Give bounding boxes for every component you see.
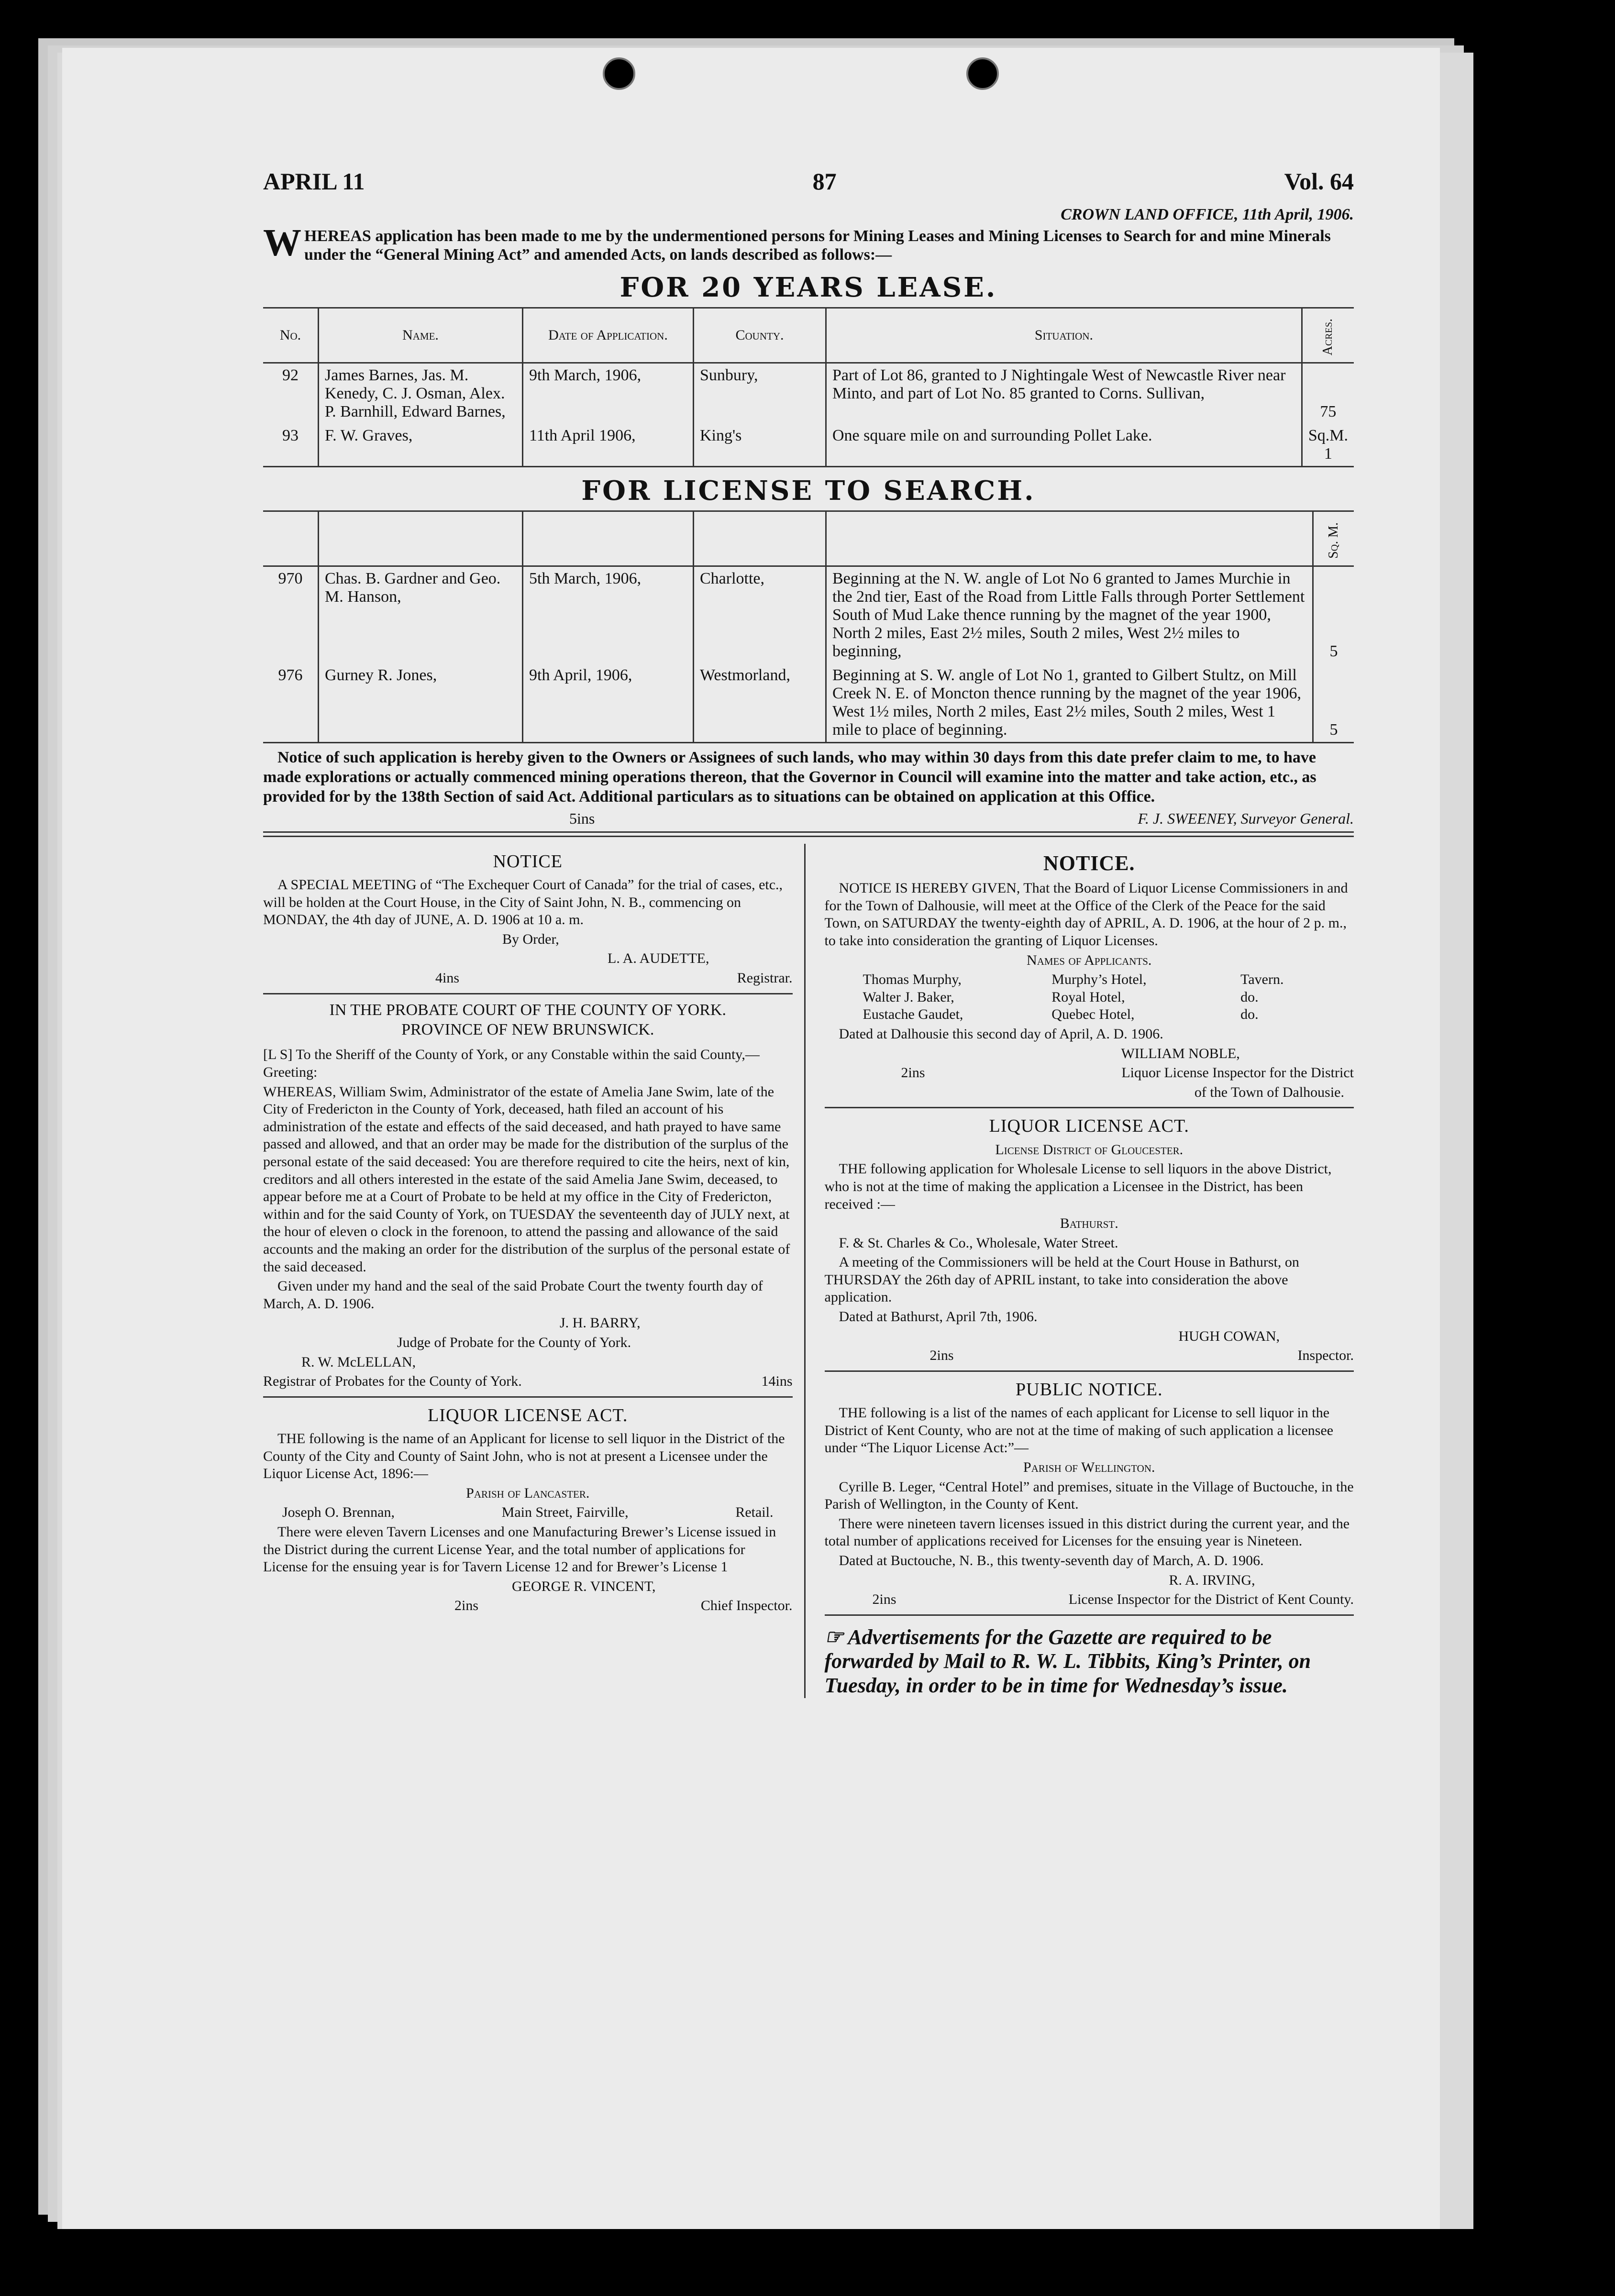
gloucester-notice	[825, 1115, 1354, 1364]
exchequer-sign-row	[263, 970, 793, 987]
divider	[263, 831, 1354, 837]
liquor-stjohn-body: THE following is the name of an Applicant for license to sell liquor in the District of the County of the City and County of Saint John, who is not at present a Licensee under the Liquor License Act, 1896:—	[263, 1431, 785, 1482]
page-header	[263, 167, 1354, 195]
names-of-applicants: Names of Applicants.	[1027, 952, 1152, 968]
applicant-type: do.	[1240, 989, 1259, 1005]
insertions-count: 4ins	[435, 970, 460, 986]
insertions-count: 5ins	[569, 809, 595, 827]
liquor-stjohn-sign-row	[263, 1597, 793, 1615]
row-no: 976	[263, 663, 319, 743]
column-header-sq-m	[1313, 511, 1354, 566]
row-date: 5th March, 1906,	[523, 566, 694, 664]
divider	[825, 1614, 1354, 1616]
row-situation: Beginning at the N. W. angle of Lot No 6 granted to James Murchie in the 2nd tier, East of the Road from Little Falls through Porter Settlement South of Mud Lake thence running by the magnet of the year 1900, North 2 miles, East 2½ miles, South 2 miles, West 2½ miles to beginning,	[826, 566, 1313, 664]
dalhousie-signer: WILLIAM NOBLE,	[1121, 1045, 1240, 1061]
right-column	[825, 844, 1354, 1698]
seal: [L S]	[263, 1047, 293, 1063]
column-header-name: Name.	[319, 308, 523, 363]
applicant-name: Thomas Murphy,	[863, 971, 962, 988]
insertions-count: 2ins	[872, 1591, 896, 1608]
exchequer-heading: NOTICE	[493, 851, 563, 872]
probate-body: WHEREAS, William Swim, Administrator of the estate of Amelia Jane Swim, late of the City of Fredericton in the County of York, deceased, hath filed an account of his administration of the estate and effects of the said deceased, and hath prayed to have same passed and allowed, and that an order may be made for the distribution of the surplus of the personal estate of the said deceased: You are therefore required to cite the heirs, next of kin, creditors and all others interested in the estate of the said Amelia Jane Swim, deceased, to appear before me at a Court of Probate to be held at my office in the City of Fredericton, within and for the said County of York, on TUESDAY the seventeenth day of JULY next, at the hour of eleven o clock in the forenoon, to attend the passing and allowance of the said accounts and the making an order for the distribution of the surplus of the personal estate of the said deceased.	[263, 1083, 790, 1275]
dalhousie-body: NOTICE IS HEREBY GIVEN, That the Board of Liquor License Commissioners in and for the Town of Dalhousie, will meet at the Office of the Clerk of the Peace for the said Town, on SATURDAY the twenty-eighth day of APRIL, A. D. 1906, at the hour of 2 p. m., to take into consideration the granting of Liquor Licenses.	[824, 880, 1348, 949]
row-situation: Beginning at S. W. angle of Lot No 1, granted to Gilbert Stultz, on Mill Creek N. E. of Moncton thence running by the magnet of the year 1906, West 1½ miles, North 2 miles, East 2½ miles, South 2 miles, West 1 mile to place of beginning.	[826, 663, 1313, 743]
row-no: 93	[263, 424, 319, 467]
crown-land-intro-text: HEREAS application has been made to me by the undermentioned persons for Mining Leases and Mining Licenses to Search for and mine Minerals under the “General Mining Act” and amended Acts, on lands described as follows:—	[304, 227, 1331, 264]
kent-body: THE following is a list of the names of each applicant for License to sell liquor in the District of Kent County, who are not at the time of making of such application a licensee under “The Liquor License Act:”—	[824, 1405, 1334, 1456]
insertions-count: 2ins	[901, 1065, 925, 1081]
sq-m-label: Sq. M.	[1326, 522, 1341, 559]
advertisement-text: Advertisements for the Gazette are required to be forwarded by Mail to R. W. L. Tibbits, King’s Printer, on Tuesday, in order to be in time for Wednesday’s issue.	[824, 1625, 1311, 1697]
applicant-type: do.	[1240, 1006, 1259, 1023]
probate-greeting	[263, 1046, 793, 1081]
page-content	[263, 206, 1354, 1698]
column-header-blank	[826, 511, 1313, 566]
table-row	[263, 363, 1354, 424]
crown-land-intro	[263, 222, 1354, 264]
probate-judge-role: Judge of Probate for the County of York.	[397, 1334, 631, 1350]
lease-table	[263, 307, 1354, 467]
license-heading: FOR LICENSE TO SEARCH.	[581, 475, 1036, 507]
kent-note: There were nineteen tavern licenses issued in this district during the current year, and the total number of applications received for Licenses for the ensuing year is Nineteen.	[824, 1515, 1350, 1549]
page-number: 87	[812, 168, 837, 195]
table-row	[263, 424, 1354, 467]
pointing-hand-icon: ☞	[824, 1625, 843, 1649]
insertions-count: 2ins	[454, 1598, 479, 1614]
row-no: 92	[263, 363, 319, 424]
divider	[263, 993, 793, 994]
column-header-date: Date of Application.	[523, 308, 694, 363]
greeting-text: To the Sheriff of the County of York, or any Constable within the said County,—Greeting:	[263, 1047, 760, 1081]
column-header-blank	[694, 511, 826, 566]
column-header-no: No.	[263, 308, 319, 363]
row-county: Charlotte,	[694, 566, 826, 664]
lease-heading: FOR 20 YEARS LEASE.	[619, 272, 997, 304]
exchequer-body: A SPECIAL MEETING of “The Exchequer Court of Canada” for the trial of cases, etc., will be holden at the Court House, in the City of Saint John, N. B., commencing on MONDAY, the 4th day of JUNE, A. D. 1906 at 10 a. m.	[263, 876, 783, 928]
row-date: 11th April 1906,	[523, 424, 694, 467]
column-header-acres	[1302, 308, 1354, 363]
notices-columns	[263, 844, 1354, 1698]
gloucester-district: License District of Gloucester.	[995, 1141, 1184, 1158]
row-date: 9th March, 1906,	[523, 363, 694, 424]
table-row	[263, 566, 1354, 664]
applicant-hotel: Murphy’s Hotel,	[1051, 971, 1147, 988]
row-acres: 75	[1320, 403, 1337, 421]
divider	[825, 1107, 1354, 1108]
by-order: By Order,	[502, 931, 559, 947]
dalhousie-sign-row	[825, 1064, 1354, 1082]
left-column	[263, 844, 806, 1698]
gloucester-heading: LIQUOR LICENSE ACT.	[989, 1116, 1189, 1137]
gazette-page	[62, 48, 1440, 2229]
column-header-blank	[523, 511, 694, 566]
row-name: Gurney R. Jones,	[319, 663, 523, 743]
applicant-type: Tavern.	[1240, 971, 1284, 988]
gloucester-applicant: F. & St. Charles & Co., Wholesale, Water Street.	[839, 1235, 1118, 1251]
probate-registrar-row	[263, 1373, 793, 1391]
kent-applicant: Cyrille B. Leger, “Central Hotel” and premises, situate in the Village of Buctouche, in the Parish of Wellington, in the County of Kent.	[824, 1479, 1354, 1512]
exchequer-notice	[263, 850, 793, 987]
divider	[825, 1370, 1354, 1372]
row-acres: 5	[1329, 642, 1338, 661]
dalhousie-heading: NOTICE.	[1043, 851, 1135, 875]
crown-land-signature: F. J. SWEENEY, Surveyor General.	[1138, 809, 1354, 827]
kent-signer: R. A. IRVING,	[1169, 1572, 1255, 1588]
punch-hole-icon	[966, 57, 999, 90]
row-name: Chas. B. Gardner and Geo. M. Hanson,	[319, 566, 523, 664]
row-county: King's	[694, 424, 826, 467]
liquor-stjohn-applicant	[263, 1504, 793, 1522]
row-county: Westmorland,	[694, 663, 826, 743]
liquor-stjohn-role: Chief Inspector.	[700, 1598, 793, 1614]
kent-notice	[825, 1379, 1354, 1609]
dalhousie-role-1: Liquor License Inspector for the District	[1121, 1065, 1354, 1081]
column-header-blank	[319, 511, 523, 566]
exchequer-role: Registrar.	[737, 970, 793, 986]
probate-given: Given under my hand and the seal of the said Probate Court the twenty fourth day of March, A. D. 1906.	[263, 1278, 763, 1312]
dalhousie-notice	[825, 850, 1354, 1102]
acres-label: Acres.	[1320, 318, 1336, 356]
row-acres: 5	[1329, 721, 1338, 739]
crown-land-dateline: CROWN LAND OFFICE, 11th April, 1906.	[1061, 206, 1354, 223]
kent-sign-row	[825, 1591, 1354, 1609]
probate-registrar: R. W. McLELLAN,	[301, 1354, 416, 1370]
kent-heading: PUBLIC NOTICE.	[1016, 1379, 1163, 1400]
gloucester-signer: HUGH COWAN,	[1178, 1328, 1280, 1344]
probate-heading-2: PROVINCE OF NEW BRUNSWICK.	[401, 1020, 654, 1038]
row-acres: Sq.M. 1	[1308, 427, 1348, 463]
probate-judge: J. H. BARRY,	[560, 1315, 641, 1331]
probate-heading-1: IN THE PROBATE COURT OF THE COUNTY OF YORK.	[329, 1001, 726, 1019]
row-name: James Barnes, Jas. M. Kenedy, C. J. Osman, Alex. P. Barnhill, Edward Barnes,	[319, 363, 523, 424]
exchequer-signer: L. A. AUDETTE,	[608, 950, 709, 967]
kent-dated: Dated at Buctouche, N. B., this twenty-seventh day of March, A. D. 1906.	[839, 1552, 1264, 1568]
crown-land-notice: Notice of such application is hereby given to the Owners or Assignees of such lands, who may within 30 days from this date prefer claim to me, to have made explorations or actually commenced mining operations thereon, that the Governor in Council will examine into the matter and take action, etc., as provided for by the 138th Section of said Act. Additional particulars as to situations can be obtained on application at this Office.	[263, 749, 1316, 806]
gloucester-body: THE following application for Wholesale License to sell liquors in the above District, who is not at the time of making the application a Licensee in the District, has been received :—	[824, 1161, 1332, 1212]
applicant-hotel: Quebec Hotel,	[1051, 1006, 1135, 1023]
applicant-hotel: Royal Hotel,	[1051, 989, 1125, 1005]
applicant-type: Retail.	[735, 1504, 774, 1521]
row-situation: One square mile on and surrounding Pollet Lake.	[826, 424, 1302, 467]
probate-registrar-role: Registrar of Probates for the County of York.	[263, 1373, 522, 1390]
gloucester-sign-row	[825, 1347, 1354, 1365]
gloucester-dated: Dated at Bathurst, April 7th, 1906.	[839, 1309, 1038, 1325]
gloucester-place: Bathurst.	[1060, 1215, 1118, 1232]
kent-parish: Parish of Wellington.	[1023, 1459, 1155, 1475]
gloucester-meeting: A meeting of the Commissioners will be held at the Court House in Bathurst, on THURSDAY the 26th day of APRIL instant, to take into consideration the above application.	[824, 1254, 1299, 1305]
drop-cap: W	[263, 222, 301, 264]
punch-hole-icon	[603, 57, 635, 90]
insertions-count: 14ins	[761, 1373, 793, 1390]
table-row	[263, 663, 1354, 743]
volume: Vol. 64	[1284, 168, 1354, 195]
column-header-situation: Situation.	[826, 308, 1302, 363]
gloucester-role: Inspector.	[1297, 1347, 1354, 1364]
dalhousie-dated: Dated at Dalhousie this second day of April, A. D. 1906.	[839, 1026, 1163, 1042]
probate-notice	[263, 1000, 793, 1391]
advertisement-notice	[825, 1625, 1354, 1698]
dalhousie-role-2: of the Town of Dalhousie.	[1194, 1084, 1344, 1100]
liquor-stjohn-notice	[263, 1404, 793, 1615]
row-situation: Part of Lot 86, granted to J Nightingale West of Newcastle River near Minto, and part of Lot No. 85 granted to Corns. Sullivan,	[826, 363, 1302, 424]
liquor-stjohn-parish: Parish of Lancaster.	[466, 1485, 590, 1501]
row-county: Sunbury,	[694, 363, 826, 424]
applicant-address: Main Street, Fairville,	[501, 1504, 629, 1521]
liquor-stjohn-signer: GEORGE R. VINCENT,	[512, 1578, 656, 1594]
column-header-blank	[263, 511, 319, 566]
row-no: 970	[263, 566, 319, 664]
column-header-county: County.	[694, 308, 826, 363]
divider	[263, 1396, 793, 1398]
applicant-list	[825, 971, 1354, 1024]
crown-land-signature-row	[263, 810, 1354, 828]
applicant-name: Eustache Gaudet,	[863, 1006, 963, 1023]
kent-role: License Inspector for the District of Kent County.	[1068, 1591, 1354, 1608]
applicant-name: Walter J. Baker,	[863, 989, 954, 1005]
issue-date: APRIL 11	[263, 168, 365, 195]
liquor-stjohn-heading: LIQUOR LICENSE ACT.	[428, 1405, 628, 1425]
insertions-count: 2ins	[929, 1347, 954, 1364]
row-date: 9th April, 1906,	[523, 663, 694, 743]
row-name: F. W. Graves,	[319, 424, 523, 467]
applicant-name: Joseph O. Brennan,	[282, 1504, 395, 1521]
license-table	[263, 510, 1354, 743]
liquor-stjohn-note: There were eleven Tavern Licenses and one Manufacturing Brewer’s License issued in the District during the current License Year, and the total number of applications for License for the ensuing year is for Tavern License 12 and for Brewer’s License 1	[263, 1524, 776, 1575]
